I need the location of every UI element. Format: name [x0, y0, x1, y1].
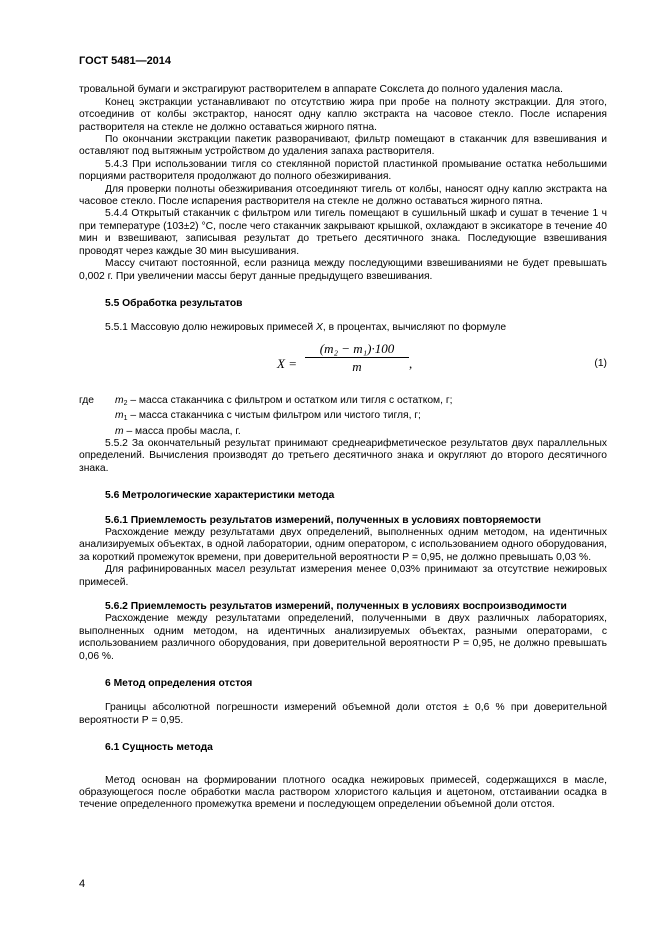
subsection-heading-5-6-2: 5.6.2 Приемлемость результатов измерений, полученных в условиях воспроизводимости — [105, 601, 567, 612]
paragraph: 5.4.4 Открытый стаканчик с фильтром или тигель помещают в сушильный шкаф и сушат в течение 1 ч при температуре (103±2) °С, после чего стаканчик закрывают крышкой, охлаждают в эксикаторе в течение 40 мин и взвешивают, записывая результат до третьего десятичного знака. Последующие взвешивания проводят через каждые 30 мин высушивания. — [79, 208, 607, 257]
where-m2: $m_2$ – масса стаканчика с фильтром и остатком или тигля с остатком, г; — [115, 394, 453, 407]
page-number: 4 — [79, 878, 86, 890]
section-heading-5-6: 5.6 Метрологические характеристики метода — [105, 490, 335, 502]
section-heading-5-5: 5.5 Обработка результатов — [105, 297, 243, 309]
where-m: m – масса пробы масла, г. — [115, 425, 241, 437]
formula-1 — [79, 340, 607, 389]
formula-number: (1) — [594, 357, 607, 369]
formula-fraction — [305, 340, 409, 375]
paragraph: Границы абсолютной погрешности измерений объемной доли отстоя ± 0,6 % при доверительной вероятности Р = 0,95. — [79, 702, 607, 726]
paragraph: Метод основан на формировании плотного осадка нежировых примесей, содержащихся в масле, образующегося после обработки масла раствором хлористого кальция и ацетоном, отстаивании осадка в течение определенного промежутка времени и последующем определении объемной доли отстоя. — [79, 774, 607, 811]
formula-comma: , — [409, 355, 413, 371]
formula-intro: 5.5.1 Массовую долю нежировых примесей X, в процентах, вычисляют по формуле — [105, 322, 507, 334]
paragraph: 5.4.3 При использовании тигля со стеклянной пористой пластинкой промывание остатка небольшими порциями растворителя продолжают до полного обезжиривания. — [79, 158, 607, 183]
section-heading-6-1: 6.1 Сущность метода — [105, 742, 213, 754]
paragraph: Расхождение между результатами определений, полученными в двух различных лабораториях, выполненных одним методом, на идентичных анализируемых объектах, разными операторами, с использованием различного оборудования, при доверительной вероятности Р = 0,95, не должно превышать 0,06 %. — [79, 613, 607, 662]
paragraph: Расхождение между результатами двух определений, выполненных одним методом, на идентичных анализируемых объектах, в одной лаборатории, одним оператором, с использованием одного оборудования, за короткий промежуток времени, при доверительной вероятности Р = 0,95, не должно превышать 0,03 %. — [79, 526, 607, 563]
document-header: ГОСТ 5481—2014 — [79, 55, 172, 67]
formula-numerator: (m₂ − m₁)·100 — [305, 343, 409, 358]
formula-denominator: m — [352, 359, 362, 375]
paragraph: По окончании экстракции пакетик разворачивают, фильтр помещают в стаканчик для взвешивания и оставляют под вытяжным устройством до удаления запаха растворителя. — [79, 134, 607, 158]
formula-lhs: X = — [277, 355, 297, 371]
paragraph: Конец экстракции устанавливают по отсутствию жира при пробе на полноту экстракции. Для этого, отсоединив от колбы экстрактор, наносят одну каплю экстракта на часовое стекло. После испарения растворителя на стекле не должно оставаться жирного пятна. — [79, 96, 607, 133]
paragraph-5-5-2: 5.5.2 За окончательный результат принимают среднеарифметическое результатов двух параллельных определений. Вычисления производят до третьего десятичного знака и округляют до второго десятичного знака. — [79, 437, 607, 474]
subsection-heading-5-6-1: 5.6.1 Приемлемость результатов измерений, полученных в условиях повторяемости — [105, 514, 541, 526]
where-word: где — [79, 394, 95, 406]
paragraph: тровальной бумаги и экстрагируют растворителем в аппарате Сокслета до полного удаления масла. — [79, 84, 563, 96]
paragraph: Массу считают постоянной, если разница между последующими взвешиваниями не будет превышать 0,002 г. При увеличении массы берут данные предыдущего взвешивания. — [79, 258, 607, 282]
where-m1: $m_1$ – масса стаканчика с чистым фильтром или чистого тигля, г; — [115, 410, 421, 423]
section-heading-6: 6 Метод определения отстоя — [105, 678, 253, 690]
paragraph: Для рафинированных масел результат измерения менее 0,03% принимают за отсутствие нежировых примесей. — [79, 564, 607, 588]
paragraph: Для проверки полноты обезжиривания отсоединяют тигель от колбы, наносят одну каплю экстракта на часовое стекло. После испарения растворителя на стекле не должно оставаться жирного пятна. — [79, 183, 607, 208]
where-block — [79, 395, 607, 438]
